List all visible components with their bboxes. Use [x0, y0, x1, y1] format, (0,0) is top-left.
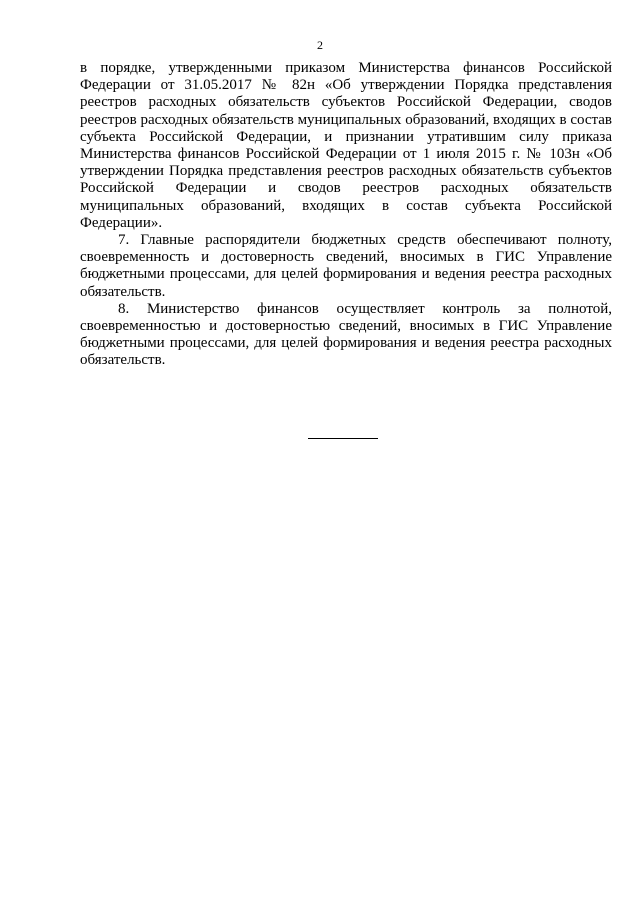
paragraph-continuation: в порядке, утвержденными приказом Министерства финансов Российской Федерации от 31.05.2017 № 82н «Об утверждении Порядка представления реестров расходных обязательств субъектов Российской Федерации, сводов реестров расходных обязательств муниципальных образований, входящих в состав субъекта Российской Федерации, и признании утратившим силу приказа Министерства финансов Российской Федерации от 1 июля 2015 г. № 103н «Об утверждении Порядка представления реестров расходных обязательств субъектов Российской Федерации и сводов реестров расходных обязательств муниципальных образований, входящих в состав субъекта Российской Федерации».: [80, 60, 612, 231]
footer-divider: [308, 438, 378, 439]
document-body: [80, 60, 612, 370]
page-number: 2: [317, 38, 323, 52]
paragraph-item-7: 7. Главные распорядители бюджетных средств обеспечивают полноту, своевременность и достоверность сведений, вносимых в ГИС Управление бюджетными процессами, для целей формирования и ведения реестра расходных обязательств.: [80, 232, 612, 300]
paragraph-item-8: 8. Министерство финансов осуществляет контроль за полнотой, своевременностью и достоверностью сведений, вносимых в ГИС Управление бюджетными процессами, для целей формирования и ведения реестра расходных обязательств.: [80, 300, 612, 369]
